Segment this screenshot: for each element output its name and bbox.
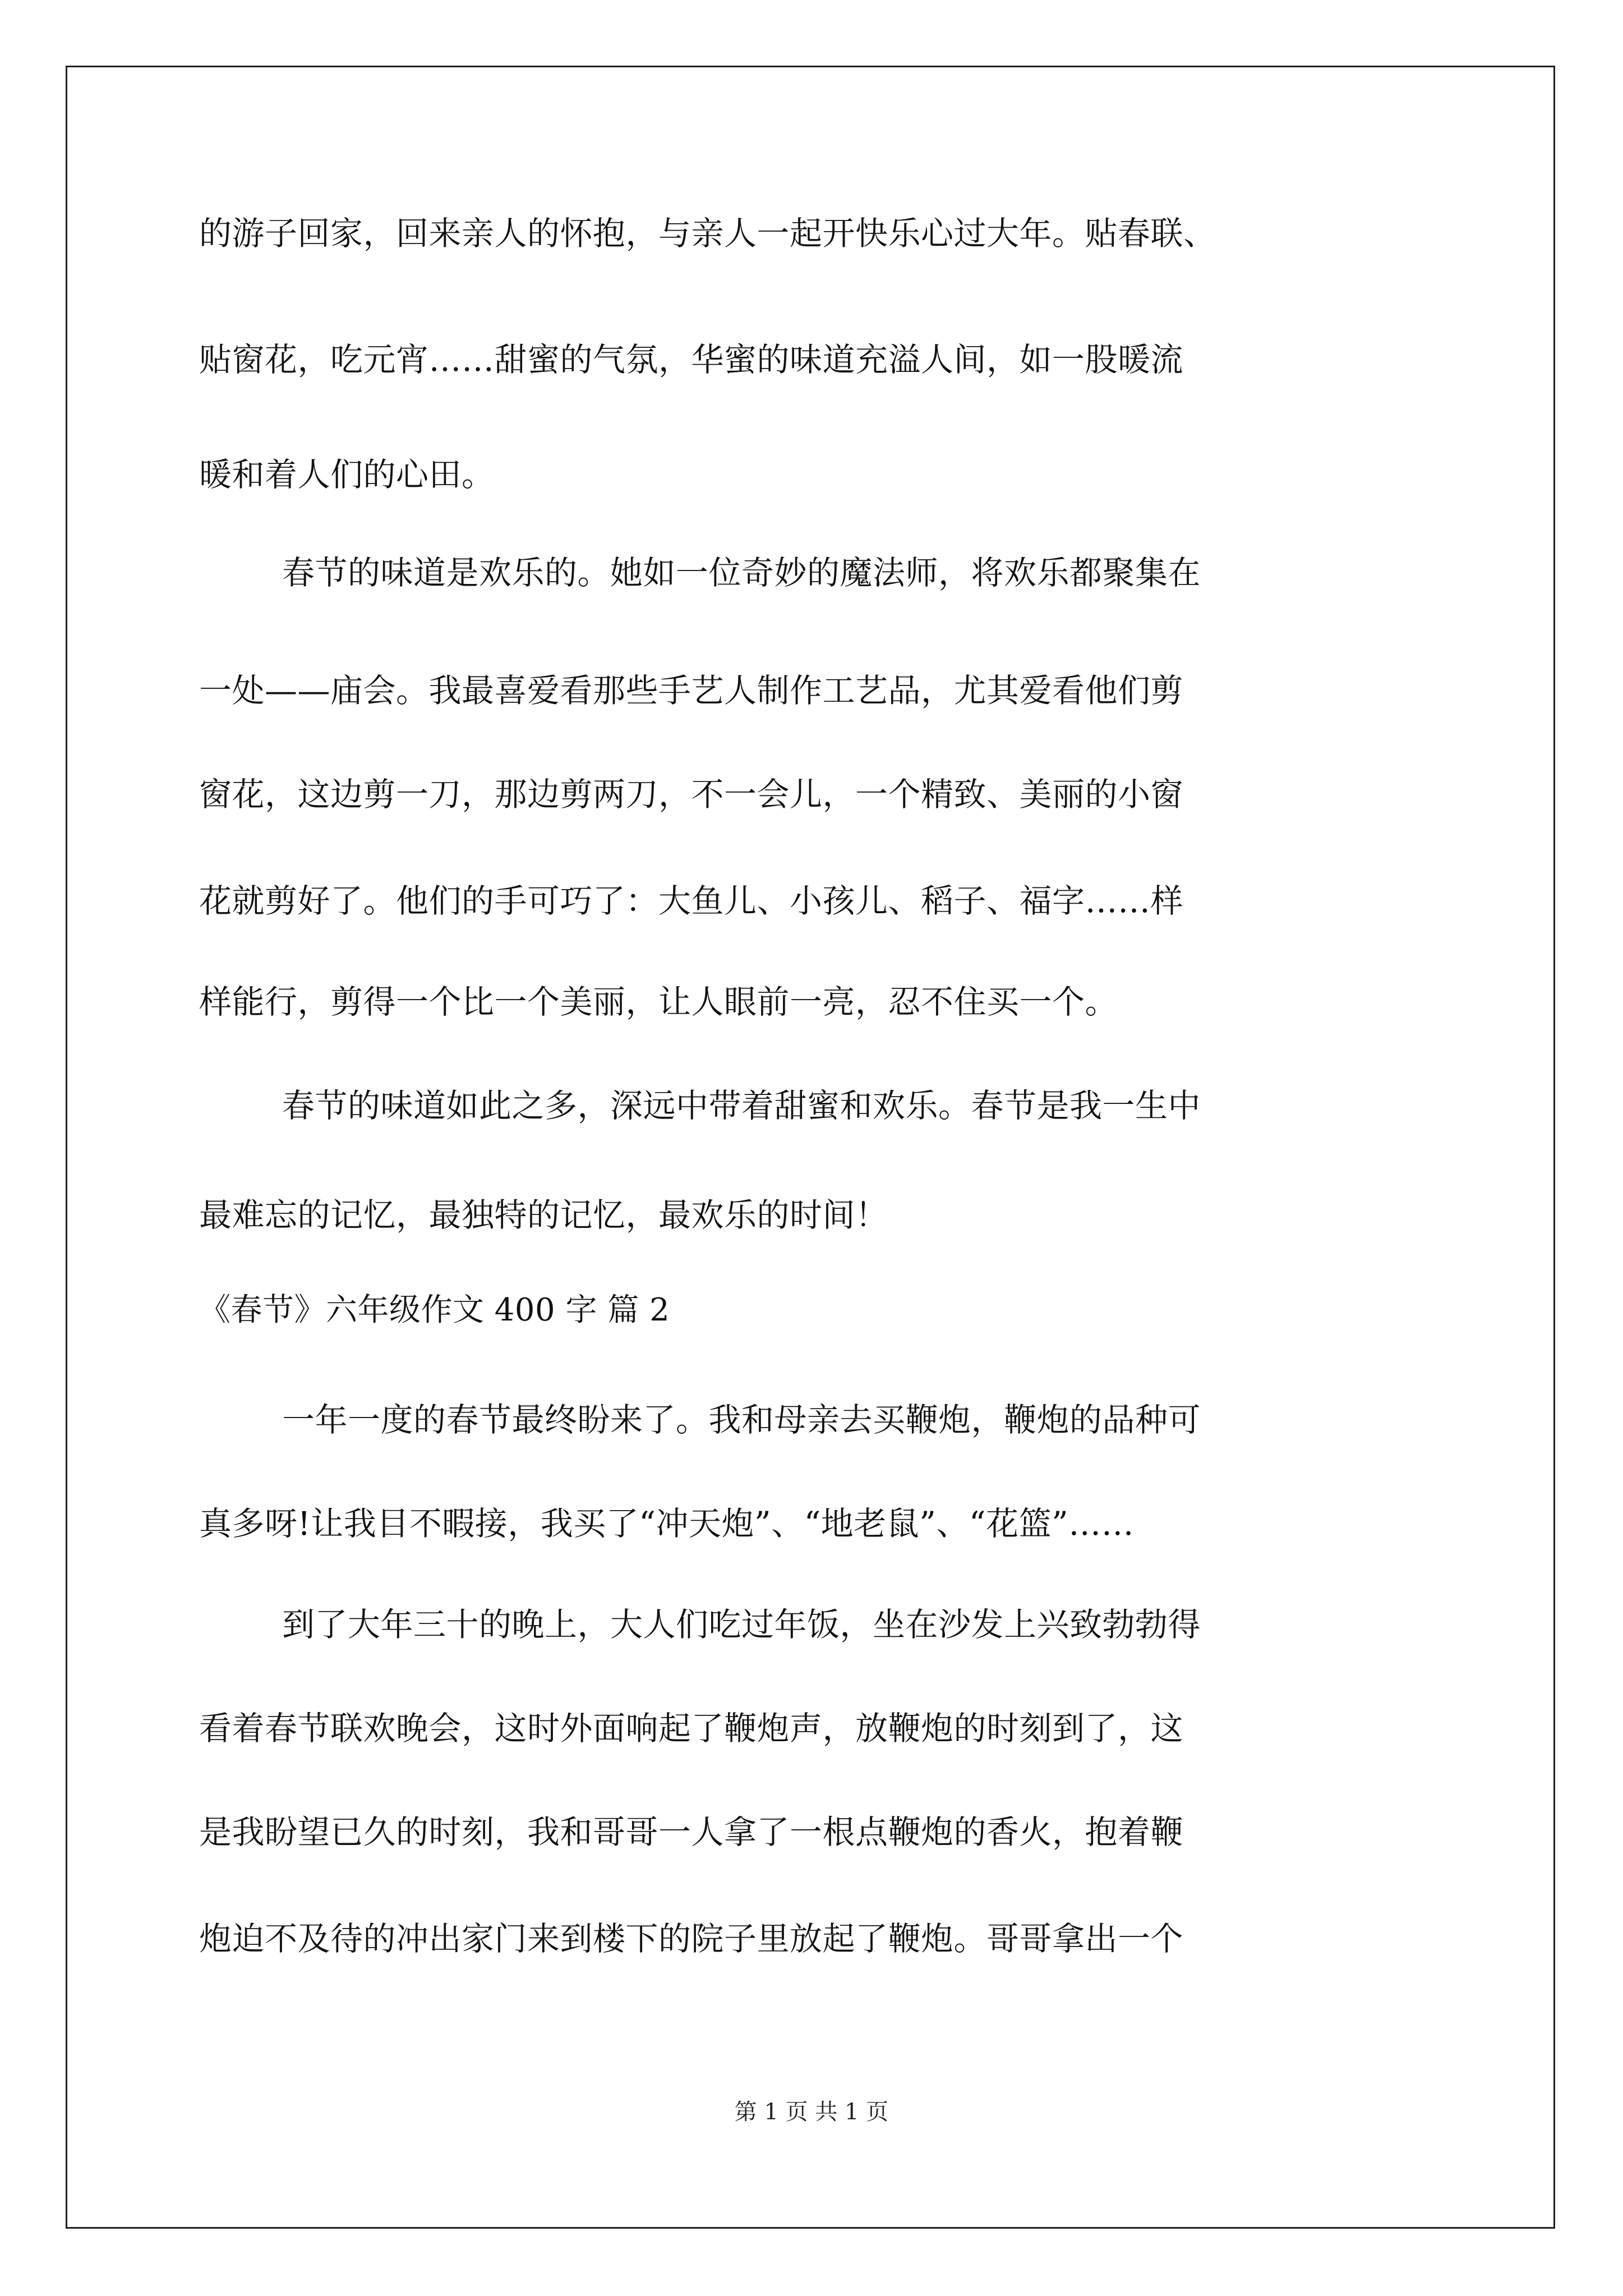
page-number-footer: 第 1 页 共 1 页 (734, 2099, 889, 2125)
paragraph-line: 贴窗花，吃元宵……甜蜜的气氛，华蜜的味道充溢人间，如一股暖流 (199, 341, 1184, 379)
paragraph-line: 一年一度的春节最终盼来了。我和母亲去买鞭炮，鞭炮的品种可 (282, 1401, 1201, 1439)
paragraph-line: 是我盼望已久的时刻，我和哥哥一人拿了一根点鞭炮的香火，抱着鞭 (199, 1813, 1184, 1851)
paragraph-line: 最难忘的记忆，最独特的记忆，最欢乐的时间！ (199, 1196, 888, 1234)
paragraph-line: 到了大年三十的晚上，大人们吃过年饭，坐在沙发上兴致勃勃得 (282, 1605, 1201, 1644)
section-heading: 《春节》六年级作文 400 字 篇 2 (199, 1292, 670, 1328)
paragraph-line: 春节的味道如此之多，深远中带着甜蜜和欢乐。春节是我一生中 (282, 1087, 1201, 1125)
paragraph-line: 花就剪好了。他们的手可巧了：大鱼儿、小孩儿、稻子、福字……样 (199, 882, 1184, 920)
paragraph-line: 春节的味道是欢乐的。她如一位奇妙的魔法师，将欢乐都聚集在 (282, 554, 1201, 592)
paragraph-line: 样能行，剪得一个比一个美丽，让人眼前一亮，忍不住买一个。 (199, 983, 1118, 1021)
paragraph-line: 窗花，这边剪一刀，那边剪两刀，不一会儿，一个精致、美丽的小窗 (199, 775, 1184, 813)
paragraph-line: 暖和着人们的心田。 (199, 455, 495, 494)
paragraph-line: 看着春节联欢晚会，这时外面响起了鞭炮声，放鞭炮的时刻到了，这 (199, 1709, 1184, 1747)
page-border (66, 66, 1555, 2229)
paragraph-line: 真多呀!让我目不暇接，我买了“冲天炮”、“地老鼠”、“花篮”…… (199, 1504, 1135, 1543)
paragraph-line: 炮迫不及待的冲出家门来到楼下的院子里放起了鞭炮。哥哥拿出一个 (199, 1920, 1184, 1958)
paragraph-line: 的游子回家，回来亲人的怀抱，与亲人一起开快乐心过大年。贴春联、 (199, 214, 1216, 252)
paragraph-line: 一处——庙会。我最喜爱看那些手艺人制作工艺品，尤其爱看他们剪 (199, 671, 1184, 710)
